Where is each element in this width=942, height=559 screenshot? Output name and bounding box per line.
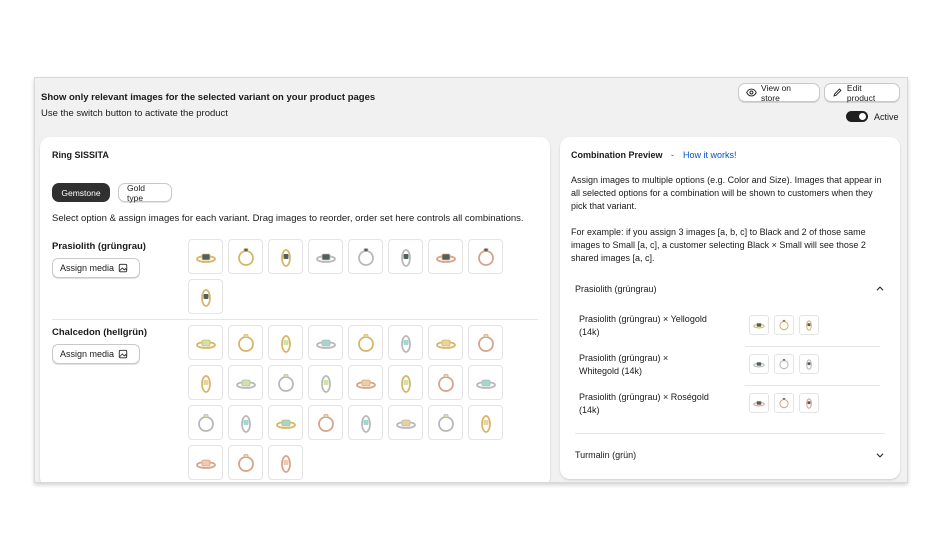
media-thumbnail[interactable] bbox=[228, 239, 263, 274]
media-thumbnail[interactable] bbox=[428, 239, 463, 274]
media-thumbnail[interactable] bbox=[468, 239, 503, 274]
combination-thumbnail bbox=[799, 393, 819, 413]
media-thumbnail[interactable] bbox=[268, 325, 303, 360]
option-label: Prasiolith (grüngrau) bbox=[52, 241, 146, 252]
media-thumbnail[interactable] bbox=[348, 365, 383, 400]
edit-product-label: Edit product bbox=[846, 82, 876, 103]
media-thumbnail[interactable] bbox=[468, 405, 503, 440]
tab-gemstone[interactable]: Gemstone bbox=[52, 183, 110, 202]
app-frame bbox=[34, 77, 908, 483]
combination-name: Prasiolith (grüngrau) × Yellogold (14k) bbox=[579, 314, 707, 337]
product-title: Ring SISSITA bbox=[52, 150, 109, 160]
media-thumbnail[interactable] bbox=[348, 325, 383, 360]
media-thumbnail[interactable] bbox=[228, 445, 263, 480]
assign-media-button[interactable] bbox=[52, 344, 140, 364]
media-thumbnail[interactable] bbox=[388, 365, 423, 400]
media-thumbnail[interactable] bbox=[308, 365, 343, 400]
divider bbox=[745, 385, 880, 386]
media-thumbnail[interactable] bbox=[468, 325, 503, 360]
active-toggle-group bbox=[846, 111, 899, 122]
option-label: Chalcedon (hellgrün) bbox=[52, 327, 147, 338]
media-thumbnail[interactable] bbox=[268, 365, 303, 400]
media-thumbnail[interactable] bbox=[188, 325, 223, 360]
divider bbox=[575, 433, 885, 434]
media-thumbnail[interactable] bbox=[268, 445, 303, 480]
active-label: Active bbox=[874, 111, 899, 122]
media-thumbnail[interactable] bbox=[388, 405, 423, 440]
accordion-label: Prasiolith (grüngrau) bbox=[575, 284, 657, 294]
page-subtitle: Use the switch button to activate the product bbox=[41, 108, 228, 119]
media-thumbnail[interactable] bbox=[188, 365, 223, 400]
combination-thumbnail bbox=[749, 315, 769, 335]
media-thumbnail[interactable] bbox=[268, 405, 303, 440]
view-on-store-label: View on store bbox=[760, 82, 792, 103]
combination-thumbnail bbox=[774, 354, 794, 374]
view-on-store-button[interactable] bbox=[738, 83, 820, 102]
media-thumbnail[interactable] bbox=[188, 239, 223, 274]
combination-thumbnail bbox=[774, 315, 794, 335]
explanation-paragraph: Assign images to multiple options (e.g. Color and Size). Images that appear in all selected options for a combination will be shown to customers when they pick that variant. bbox=[571, 175, 882, 211]
title-separator: - bbox=[671, 150, 674, 160]
media-thumbnail[interactable] bbox=[468, 365, 503, 400]
assign-media-label: Assign media bbox=[60, 263, 115, 273]
assign-media-label: Assign media bbox=[60, 349, 115, 359]
accordion-header-prasiolith[interactable] bbox=[575, 284, 885, 294]
combination-thumbnail bbox=[749, 393, 769, 413]
accordion-label: Turmalin (grün) bbox=[575, 450, 637, 460]
combination-thumbnail bbox=[749, 354, 769, 374]
media-thumbnail[interactable] bbox=[308, 405, 343, 440]
active-toggle[interactable] bbox=[846, 111, 868, 122]
media-grid bbox=[188, 325, 513, 480]
media-thumbnail[interactable] bbox=[228, 365, 263, 400]
media-grid bbox=[188, 239, 513, 314]
media-thumbnail[interactable] bbox=[188, 445, 223, 480]
divider bbox=[52, 319, 538, 320]
media-thumbnail[interactable] bbox=[188, 405, 223, 440]
pencil-icon bbox=[832, 87, 843, 98]
media-thumbnail[interactable] bbox=[348, 405, 383, 440]
media-thumbnail[interactable] bbox=[428, 325, 463, 360]
media-thumbnail[interactable] bbox=[428, 405, 463, 440]
combination-thumbnails bbox=[749, 393, 819, 413]
example-paragraph: For example: if you assign 3 images [a, b, c] to Black and 2 of those same images to Small [a, c], a customer selecting Black × Small will see those 2 shared images [a, c]. bbox=[571, 227, 866, 263]
chevron-up-icon bbox=[875, 284, 885, 294]
combination-thumbnail bbox=[799, 315, 819, 335]
combination-preview-card bbox=[560, 137, 900, 479]
media-thumbnail[interactable] bbox=[388, 239, 423, 274]
combination-name: Prasiolith (grüngrau) × Roségold (14k) bbox=[579, 392, 709, 415]
combination-preview-title: Combination Preview bbox=[571, 150, 663, 160]
divider bbox=[745, 346, 880, 347]
assign-media-button[interactable] bbox=[52, 258, 140, 278]
media-thumbnail[interactable] bbox=[348, 239, 383, 274]
variant-media-card bbox=[40, 137, 550, 483]
media-thumbnail[interactable] bbox=[308, 325, 343, 360]
image-icon bbox=[118, 263, 128, 273]
media-thumbnail[interactable] bbox=[268, 239, 303, 274]
edit-product-button[interactable] bbox=[824, 83, 900, 102]
media-thumbnail[interactable] bbox=[228, 325, 263, 360]
tab-gold-type[interactable]: Gold type bbox=[118, 183, 172, 202]
how-it-works-link[interactable]: How it works! bbox=[683, 150, 737, 160]
instruction-text: Select option & assign images for each variant. Drag images to reorder, order set here controls all combinations. bbox=[52, 213, 524, 224]
combination-thumbnails bbox=[749, 315, 819, 335]
media-thumbnail[interactable] bbox=[188, 279, 223, 314]
combination-name: Prasiolith (grüngrau) × Whitegold (14k) bbox=[579, 353, 669, 376]
combination-thumbnail bbox=[799, 354, 819, 374]
eye-icon bbox=[746, 87, 757, 98]
chevron-down-icon bbox=[875, 450, 885, 460]
media-thumbnail[interactable] bbox=[228, 405, 263, 440]
media-thumbnail[interactable] bbox=[388, 325, 423, 360]
media-thumbnail[interactable] bbox=[308, 239, 343, 274]
image-icon bbox=[118, 349, 128, 359]
combination-thumbnails bbox=[749, 354, 819, 374]
combination-thumbnail bbox=[774, 393, 794, 413]
accordion-header-turmalin[interactable] bbox=[575, 450, 885, 460]
media-thumbnail[interactable] bbox=[428, 365, 463, 400]
page-title: Show only relevant images for the selected variant on your product pages bbox=[41, 92, 376, 103]
